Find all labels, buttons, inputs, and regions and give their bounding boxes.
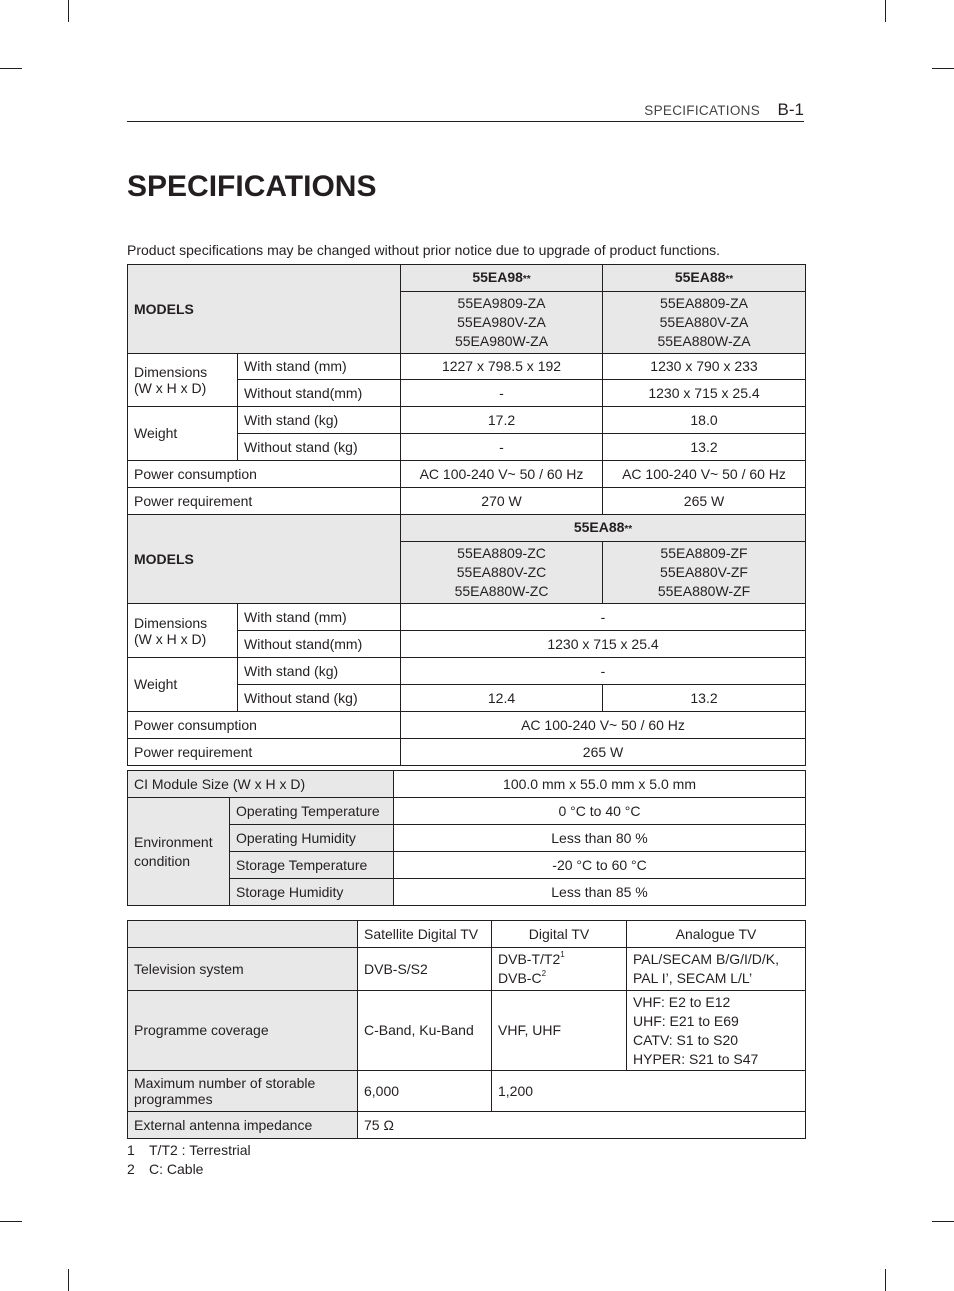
row-label: Operating Humidity bbox=[230, 825, 394, 852]
running-header-section: SPECIFICATIONS bbox=[644, 103, 760, 118]
cell-value: AC 100-240 V~ 50 / 60 Hz bbox=[401, 712, 806, 739]
cell-value: 1230 x 715 x 25.4 bbox=[401, 631, 806, 658]
corner-cell bbox=[128, 921, 358, 948]
column-header: Analogue TV bbox=[627, 921, 806, 948]
row-label: Storage Temperature bbox=[230, 852, 394, 879]
row-label: Without stand (kg) bbox=[238, 434, 401, 461]
crop-mark bbox=[0, 1221, 22, 1222]
row-label: Television system bbox=[128, 948, 358, 991]
models-label: MODELS bbox=[128, 265, 401, 354]
page-number: B-1 bbox=[777, 100, 804, 119]
row-label: With stand (kg) bbox=[238, 658, 401, 685]
row-label: Power requirement bbox=[128, 739, 401, 766]
cell-value: 270 W bbox=[401, 488, 603, 515]
row-label: Operating Temperature bbox=[230, 798, 394, 825]
models-label: MODELS bbox=[128, 515, 401, 604]
row-label: Without stand(mm) bbox=[238, 631, 401, 658]
model-header: 55EA88** bbox=[401, 515, 806, 542]
row-label: With stand (mm) bbox=[238, 604, 401, 631]
cell-value: 12.4 bbox=[401, 685, 603, 712]
cell-value: Less than 80 % bbox=[394, 825, 806, 852]
page-title: SPECIFICATIONS bbox=[127, 170, 377, 203]
cell-value: 100.0 mm x 55.0 mm x 5.0 mm bbox=[394, 771, 806, 798]
running-header bbox=[127, 100, 804, 122]
cell-value: DVB-S/S2 bbox=[358, 948, 492, 991]
cell-value: 13.2 bbox=[603, 434, 806, 461]
weight-label: Weight bbox=[128, 658, 238, 712]
crop-mark bbox=[68, 1269, 69, 1291]
footnote: 2 C: Cable bbox=[127, 1161, 204, 1177]
cell-value: 0 °C to 40 °C bbox=[394, 798, 806, 825]
row-label: Programme coverage bbox=[128, 991, 358, 1071]
crop-mark bbox=[932, 1221, 954, 1222]
cell-value: 1227 x 798.5 x 192 bbox=[401, 354, 603, 380]
spec-table-environment bbox=[127, 770, 806, 906]
model-variants: 55EA8809-ZF 55EA880V-ZF 55EA880W-ZF bbox=[603, 542, 806, 604]
row-label: Power consumption bbox=[128, 461, 401, 488]
cell-value: 265 W bbox=[603, 488, 806, 515]
cell-value: - bbox=[401, 380, 603, 407]
cell-value: 75 Ω bbox=[358, 1112, 806, 1139]
row-label: Without stand (kg) bbox=[238, 685, 401, 712]
model-variants: 55EA8809-ZC 55EA880V-ZC 55EA880W-ZC bbox=[401, 542, 603, 604]
spec-table-models bbox=[127, 264, 806, 766]
environment-label: Environment condition bbox=[128, 798, 230, 906]
cell-value: 1230 x 715 x 25.4 bbox=[603, 380, 806, 407]
dimensions-label: Dimensions (W x H x D) bbox=[128, 354, 238, 407]
cell-value: - bbox=[401, 434, 603, 461]
weight-label: Weight bbox=[128, 407, 238, 461]
cell-value: - bbox=[401, 658, 806, 685]
cell-value: VHF: E2 to E12 UHF: E21 to E69 CATV: S1 to S20 HYPER: S21 to S47 bbox=[627, 991, 806, 1071]
row-label: Maximum number of storable programmes bbox=[128, 1071, 358, 1112]
dimensions-label: Dimensions (W x H x D) bbox=[128, 604, 238, 658]
column-header: Satellite Digital TV bbox=[358, 921, 492, 948]
footnote: 1 T/T2 : Terrestrial bbox=[127, 1142, 251, 1158]
row-label: Power consumption bbox=[128, 712, 401, 739]
cell-value: VHF, UHF bbox=[492, 991, 627, 1071]
row-label: Without stand(mm) bbox=[238, 380, 401, 407]
cell-value: - bbox=[401, 604, 806, 631]
model-header: 55EA88** bbox=[603, 265, 806, 292]
cell-value: 18.0 bbox=[603, 407, 806, 434]
row-label: External antenna impedance bbox=[128, 1112, 358, 1139]
cell-value: AC 100-240 V~ 50 / 60 Hz bbox=[603, 461, 806, 488]
cell-value: C-Band, Ku-Band bbox=[358, 991, 492, 1071]
crop-mark bbox=[0, 68, 22, 69]
crop-mark bbox=[68, 0, 69, 22]
cell-value: 17.2 bbox=[401, 407, 603, 434]
row-label: CI Module Size (W x H x D) bbox=[128, 771, 394, 798]
cell-value: 13.2 bbox=[603, 685, 806, 712]
cell-value: AC 100-240 V~ 50 / 60 Hz bbox=[401, 461, 603, 488]
crop-mark bbox=[885, 0, 886, 22]
column-header: Digital TV bbox=[492, 921, 627, 948]
cell-value: -20 °C to 60 °C bbox=[394, 852, 806, 879]
cell-value: DVB-$T/T2^1$ DVB-$C^2$ bbox=[492, 948, 627, 991]
row-label: With stand (kg) bbox=[238, 407, 401, 434]
model-variants: 55EA8809-ZA 55EA880V-ZA 55EA880W-ZA bbox=[603, 292, 806, 354]
row-label: Storage Humidity bbox=[230, 879, 394, 906]
row-label: Power requirement bbox=[128, 488, 401, 515]
footnotes bbox=[127, 1141, 251, 1179]
cell-value: PAL/SECAM B/G/I/D/K, PAL I’, SECAM L/L’ bbox=[627, 948, 806, 991]
cell-value: 1230 x 790 x 233 bbox=[603, 354, 806, 380]
cell-value: 265 W bbox=[401, 739, 806, 766]
model-variants: 55EA9809-ZA 55EA980V-ZA 55EA980W-ZA bbox=[401, 292, 603, 354]
crop-mark bbox=[885, 1269, 886, 1291]
row-label: With stand (mm) bbox=[238, 354, 401, 380]
cell-value: 1,200 bbox=[492, 1071, 806, 1112]
cell-value: Less than 85 % bbox=[394, 879, 806, 906]
model-header: 55EA98** bbox=[401, 265, 603, 292]
crop-mark bbox=[932, 68, 954, 69]
cell-value: 6,000 bbox=[358, 1071, 492, 1112]
spec-table-broadcast bbox=[127, 920, 806, 1139]
intro-text: Product specifications may be changed without prior notice due to upgrade of product functions. bbox=[127, 242, 721, 258]
